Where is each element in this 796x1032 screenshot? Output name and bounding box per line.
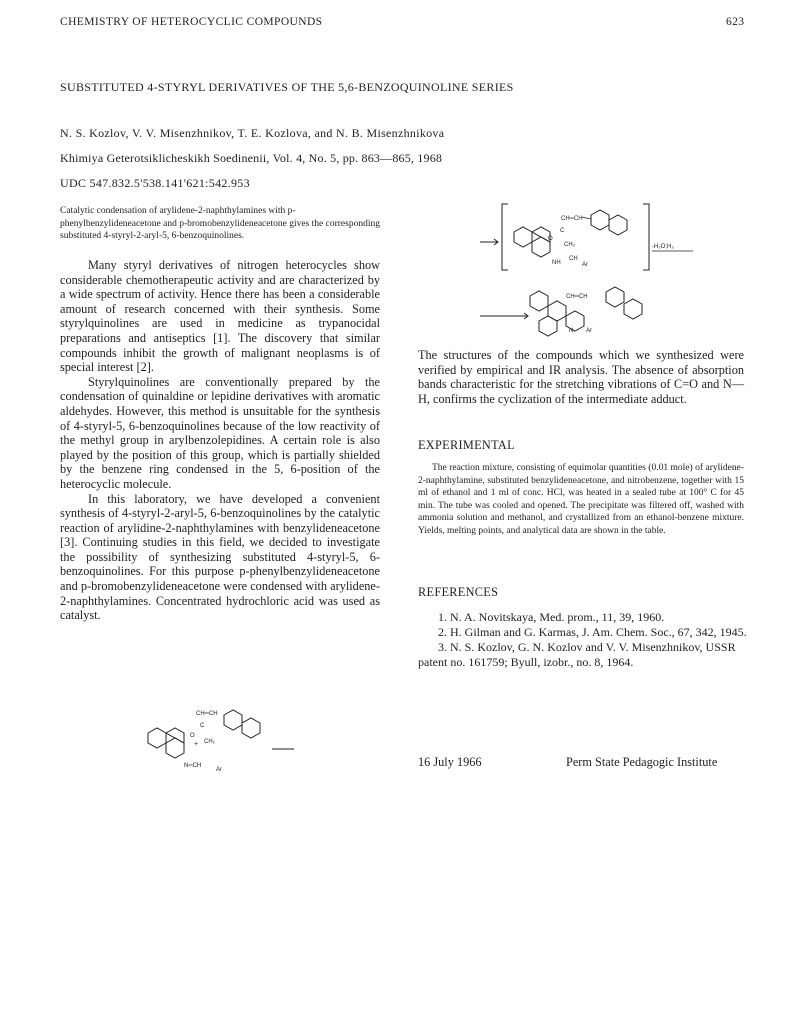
paragraph: Styrylquinolines are conventionally prepared by the condensation of quinaldine or lepidine derivatives with aromatic aldehydes. However, this method is unsuitable for the synthesis of 4-styryl-5, 6-benzoquinolines because of the low reactivity of the methyl group in arylbenzolepidines. A certain role is also played by the position of this group, which is partially shielded by the benzene ring condensed in the 5, 6-position of the heterocyclic molecule. (60, 374, 380, 491)
reference-item: 1. N. A. Novitskaya, Med. prom., 11, 39, 1960. (438, 610, 665, 624)
label-nh: NH (552, 260, 561, 266)
label-o: O (190, 733, 195, 739)
label-minus-h2o: -H₂O;H₂ (652, 244, 674, 250)
label-ch-ch: CH═CH (561, 216, 583, 222)
label-n: N (569, 328, 574, 334)
references-list (418, 610, 748, 670)
label-ar: Ar (216, 767, 222, 773)
reference-item: 3. N. S. Kozlov, G. N. Kozlov and V. V. Misenzhnikov, USSR patent no. 161759; Byull, izobr., no. 8, 1964. (418, 640, 736, 669)
paragraph: Many styryl derivatives of nitrogen heterocycles show considerable chemotherapeutic activity and are characterized by a wide spectrum of activity. Hence there has been a considerable amount of research concerned with their synthesis. Some styrylquinolines are used in medicine as trypanocidal preparations and antiseptics [1]. The discovery that similar compounds inhibit the growth of malignant neoplasms is of special interest [2]. (60, 258, 380, 375)
label-c: C (560, 228, 565, 234)
udc-code: UDC 547.832.5'538.141'621:542.953 (60, 176, 250, 190)
label-o: O (548, 236, 553, 242)
left-column (60, 258, 380, 623)
reaction-scheme-reactants (140, 703, 310, 775)
received-date: 16 July 1966 (418, 755, 482, 769)
label-ar: Ar (582, 262, 588, 268)
paragraph: In this laboratory, we have developed a convenient synthesis of 4-styryl-2-aryl-5, 6-benzoquinolines by the catalytic reaction of arylidine-2-naphthylamines with benzylideneacetone [3]. Continuing studies in this field, we decided to investigate the possibility of synthesizing substituted 4-styryl-5, 6-benzoquinolines. For this purpose p-phenylbenzylideneacetone and p-bromobenzylideneacetone were condensed with arylidene-2-naphthylamines. Concentrated hydrochloric acid was used as catalyst. (60, 491, 380, 623)
page-number: 623 (726, 16, 745, 28)
running-header: CHEMISTRY OF HETEROCYCLIC COMPOUNDS (60, 16, 323, 28)
references-heading: REFERENCES (418, 585, 499, 599)
label-ch2: CH₂ (204, 739, 215, 745)
authors: N. S. Kozlov, V. V. Misenzhnikov, T. E. Kozlova, and N. B. Misenzhnikova (60, 126, 445, 140)
reaction-scheme-product (478, 280, 678, 342)
reaction-scheme-intermediate (478, 200, 708, 275)
label-n-ch: N═CH (184, 763, 202, 769)
label-ch-ch: CH═CH (196, 711, 218, 717)
label-ar: Ar (586, 328, 592, 334)
journal-reference: Khimiya Geterotsiklicheskikh Soedinenii, Vol. 4, No. 5, pp. 863—865, 1968 (60, 151, 443, 165)
label-ch2: CH₂ (564, 242, 575, 248)
label-ch-ch: CH═CH (566, 294, 588, 300)
label-plus: + (194, 741, 199, 748)
label-ch: CH (569, 256, 578, 262)
institution: Perm State Pedagogic Institute (566, 755, 718, 769)
right-paragraph: The structures of the compounds which we synthesized were verified by empirical and IR analysis. The absence of absorption bands characteristic for the stretching vibrations of C=O and N—H, confirms the cyclization of the intermediate adduct. (418, 348, 744, 406)
experimental-text: The reaction mixture, consisting of equimolar quantities (0.01 mole) of arylidene-2-naphthylamine, substituted benzylideneacetone, and nitrobenzene, together with 15 ml of ethanol and 1 ml of conc. HCl, was heated in a sealed tube at 100° C for 45 min. The tube was cooled and opened. The precipitate was filtered off, washed with ammonia solution and methanol, and crystallized from an ethanol-benzene mixture. Yields, melting points, and analytical data are shown in the table. (418, 463, 744, 536)
label-c: C (200, 723, 205, 729)
reference-item: 2. H. Gilman and G. Karmas, J. Am. Chem. Soc., 67, 342, 1945. (438, 625, 747, 639)
article-title: SUBSTITUTED 4-STYRYL DERIVATIVES OF THE 5,6-BENZOQUINOLINE SERIES (60, 80, 514, 94)
experimental-heading: EXPERIMENTAL (418, 438, 515, 452)
abstract: Catalytic condensation of arylidene-2-naphthylamines with p-phenylbenzylideneacetone and p-bromobenzylideneacetone gives the corresponding substituted 4-styryl-2-aryl-5, 6-benzoquinolines. (60, 206, 380, 241)
